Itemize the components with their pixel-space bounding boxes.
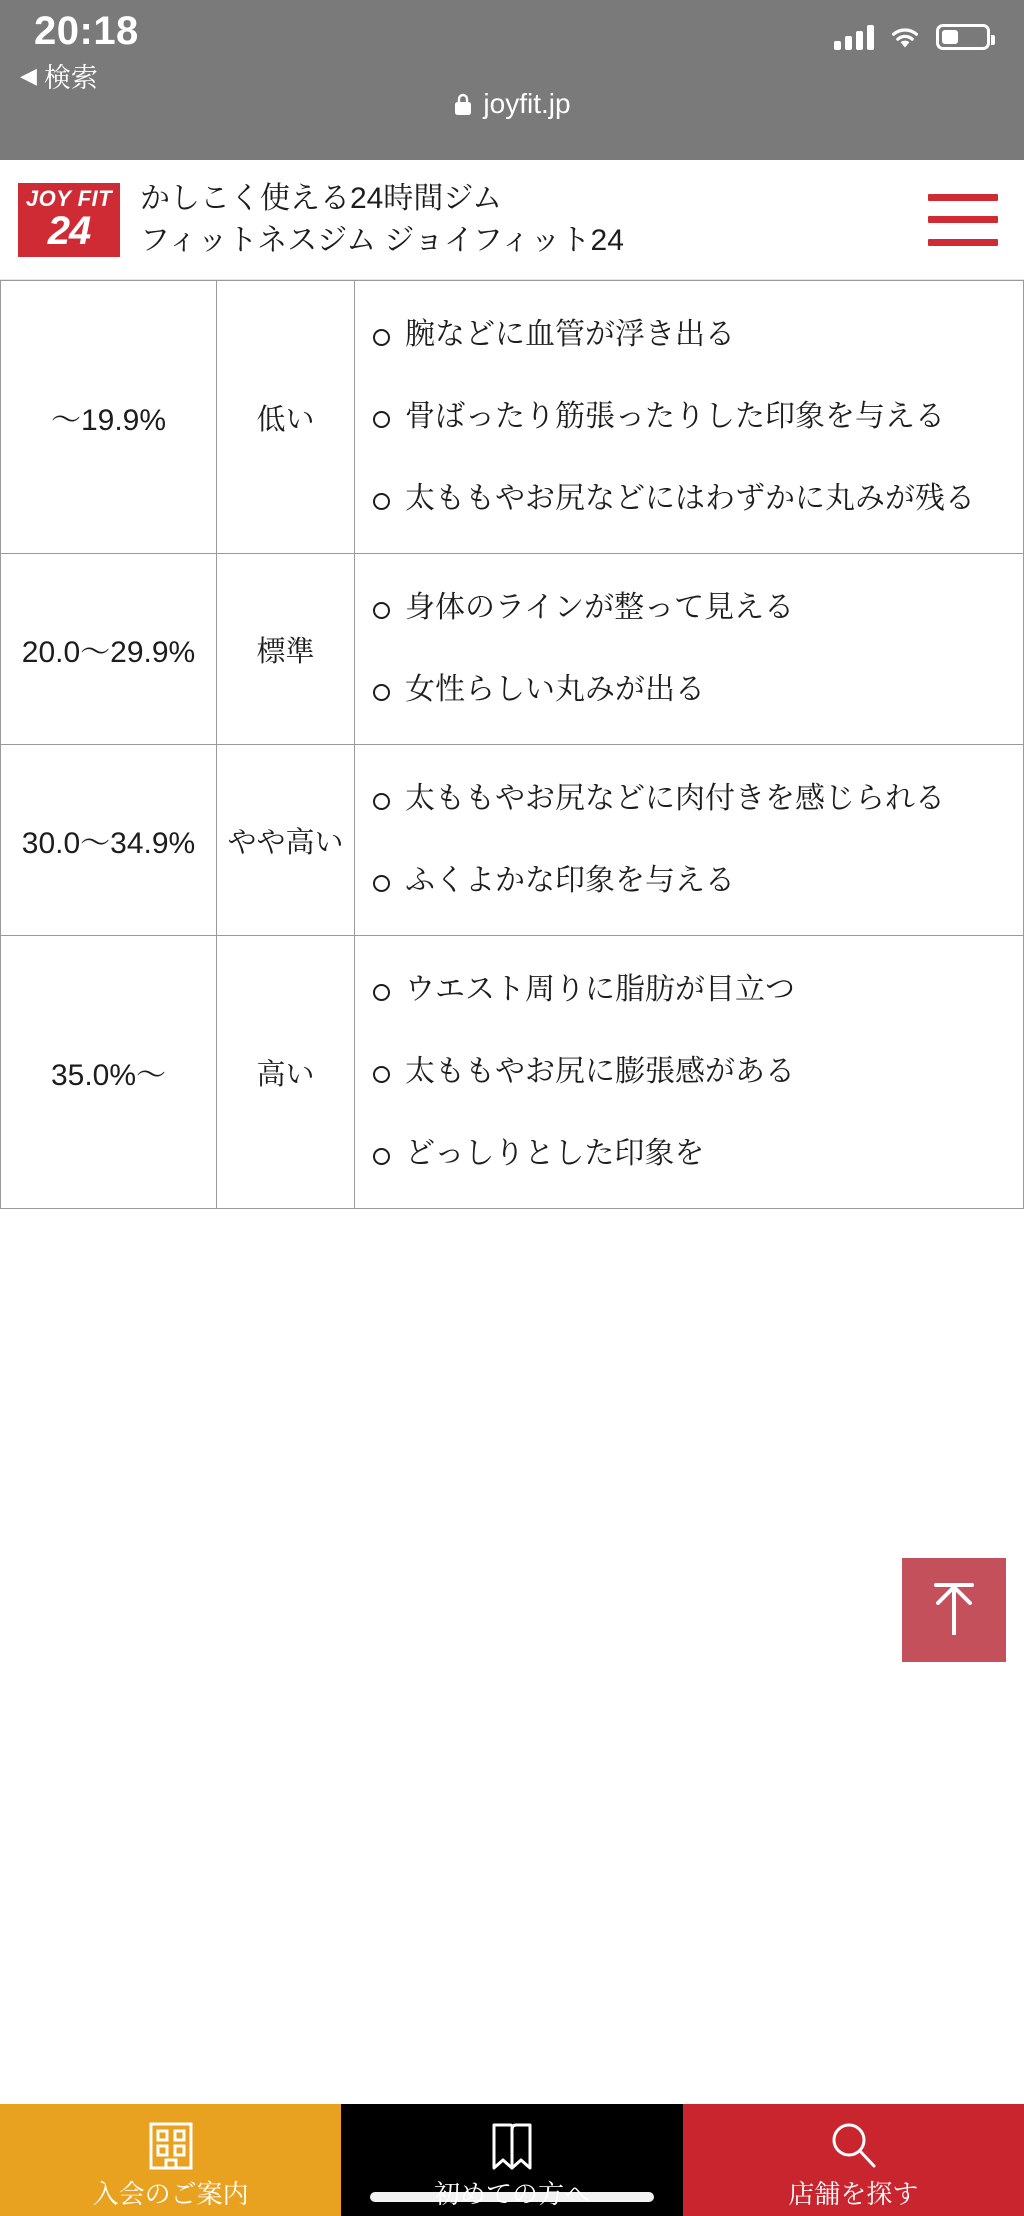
table-cell-range: 30.0〜34.9% <box>1 745 217 936</box>
book-icon <box>483 2114 541 2176</box>
table-cell-level: 標準 <box>217 554 355 745</box>
table-row <box>1 936 1024 1209</box>
description-list <box>361 964 1005 1180</box>
table-cell-range: 35.0%〜 <box>1 936 217 1209</box>
nav-item-find-store[interactable] <box>683 2104 1024 2216</box>
table-row <box>1 281 1024 554</box>
table-cell-level: 低い <box>217 281 355 554</box>
list-item: 太ももやお尻などにはわずかに丸みが残る <box>361 473 1005 525</box>
list-item: 骨ばったり筋張ったりした印象を与える <box>361 391 1005 443</box>
table-cell-description <box>355 554 1024 745</box>
back-to-top-button[interactable] <box>902 1558 1006 1662</box>
description-list <box>361 309 1005 525</box>
cellular-signal-icon <box>834 24 874 50</box>
site-header <box>0 160 1024 280</box>
joyfit-logo[interactable] <box>18 183 120 257</box>
nav-item-membership[interactable] <box>0 2104 341 2216</box>
table-cell-level: 高い <box>217 936 355 1209</box>
logo-line-2: 24 <box>47 209 91 253</box>
back-to-search-button[interactable] <box>20 56 98 95</box>
page-content <box>0 280 1024 1764</box>
site-title-line-2: フィットネスジム ジョイフィット24 <box>140 223 624 257</box>
list-item: 太ももやお尻などに肉付きを感じられる <box>361 773 1005 825</box>
list-item: 太ももやお尻に膨張感がある <box>361 1046 1005 1098</box>
table-row <box>1 745 1024 936</box>
browser-chrome <box>0 0 1024 160</box>
back-to-search-label: 検索 <box>43 63 98 93</box>
description-list <box>361 773 1005 907</box>
bottom-nav <box>0 2104 1024 2216</box>
wifi-icon <box>888 24 922 50</box>
table-cell-range: 〜19.9% <box>1 281 217 554</box>
status-bar <box>0 0 1024 93</box>
logo-line-1: JOY FIT <box>25 186 113 211</box>
lock-icon <box>453 92 473 117</box>
list-item: ふくよかな印象を与える <box>361 855 1005 907</box>
nav-label: 店舗を探す <box>788 2179 919 2209</box>
list-item: 女性らしい丸みが出る <box>361 664 1005 716</box>
body-fat-table <box>0 280 1024 1209</box>
status-bar-right <box>834 8 990 50</box>
description-list <box>361 582 1005 716</box>
search-icon <box>824 2114 882 2176</box>
home-indicator <box>370 2192 654 2202</box>
site-title-line-1: かしこく使える24時間ジム <box>140 181 503 215</box>
arrow-up-icon <box>928 1579 980 1641</box>
battery-icon <box>936 24 990 50</box>
building-icon <box>142 2114 200 2176</box>
table-cell-description <box>355 936 1024 1209</box>
table-cell-range: 20.0〜29.9% <box>1 554 217 745</box>
list-item: ウエスト周りに脂肪が目立つ <box>361 964 1005 1016</box>
site-title <box>140 178 928 262</box>
status-time: 20:18 <box>34 9 139 53</box>
hamburger-menu-icon[interactable] <box>928 194 998 246</box>
url-text: joyfit.jp <box>483 88 571 119</box>
table-row <box>1 554 1024 745</box>
url-bar[interactable] <box>0 76 1024 132</box>
list-item: 身体のラインが整って見える <box>361 582 1005 634</box>
list-item: どっしりとした印象を <box>361 1128 1005 1180</box>
table-cell-description <box>355 745 1024 936</box>
back-caret-icon: ◀ <box>20 62 37 88</box>
list-item: 腕などに血管が浮き出る <box>361 309 1005 361</box>
nav-label: 入会のご案内 <box>92 2179 249 2209</box>
status-bar-left <box>20 8 139 95</box>
table-cell-description <box>355 281 1024 554</box>
table-cell-level: やや高い <box>217 745 355 936</box>
